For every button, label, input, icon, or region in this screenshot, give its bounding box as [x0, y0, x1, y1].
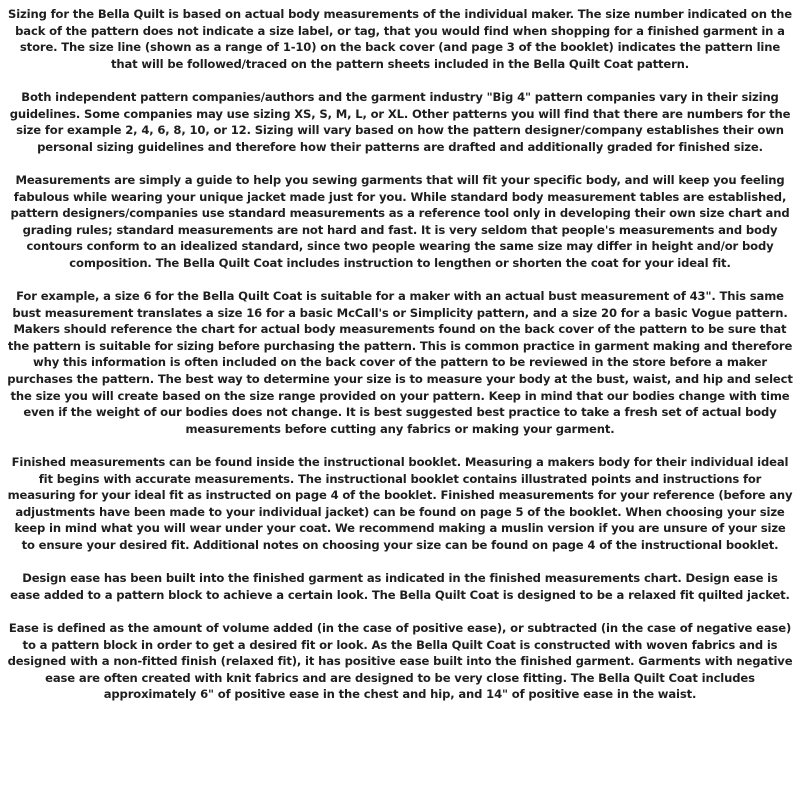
paragraph-design-ease: Design ease has been built into the finished garment as indicated in the finished measurements chart. Design ease is ease added to a pattern block to achieve a certain look. The Bella Quilt Coat is designed to be a relaxed fit quilted jacket. — [10, 571, 790, 602]
paragraph-sizing-basis: Sizing for the Bella Quilt is based on actual body measurements of the individual maker. The size number indicated on the back of the pattern does not indicate a size label, or tag, that you would find when shopping for a finished garment in a store. The size line (shown as a range of 1-10) on the back cover (and page 3 of the booklet) indicates the pattern line that will be followed/traced on the pattern sheets included in the Bella Quilt Coat pattern. — [8, 7, 792, 71]
paragraph-measurements-guide: Measurements are simply a guide to help you sewing garments that will fit your specific body, and will keep you feeling fabulous while wearing your unique jacket made just for you. While standard body measurement tables are established, pattern designers/companies use standard measurements as a reference tool only in developing their own size chart and grading rules; standard measurements are not hard and fast. It is very seldom that people's measurements and body contours conform to an idealized standard, since two people wearing the same size may differ in height and/or body composition. The Bella Quilt Coat includes instruction to lengthen or shorten the coat for your ideal fit. — [10, 172, 790, 270]
paragraph-size-example: For example, a size 6 for the Bella Quilt Coat is suitable for a maker with an actual bust measurement of 43". This same bust measurement translates a size 16 for a basic McCall's or Simplicity pattern, and a size 20 for a basic Vogue pattern. Makers should reference the chart for actual body measurements found on the back cover of the pattern to be sure that the pattern is suitable for sizing before purchasing the pattern. This is common practice in garment making and therefore why this information is often included on the back cover of the pattern to be reviewed in the store before a maker purchases the pattern. The best way to determine your size is to measure your body at the bust, waist, and hip and select the size you will create based on the size range provided on your pattern. Keep in mind that our bodies change with time even if the weight of our bodies does not change. It is best suggested best practice to take a fresh set of actual body measurements before cutting any fabrics or making your garment. — [7, 289, 793, 436]
paragraph-ease-definition: Ease is defined as the amount of volume added (in the case of positive ease), or subtracted (in the case of negative ease) to a pattern block in order to get a desired fit or look. As the Bella Quilt Coat is constructed with woven fabrics and is designed with a non-fitted finish (relaxed fit), it has positive ease built into the finished garment. Garments with negative ease are often created with knit fabrics and are designed to be very close fitting. The Bella Quilt Coat includes approximately 6" of positive ease in the chest and hip, and 14" of positive ease in the waist. — [7, 620, 793, 702]
paragraph-sizing-guidelines: Both independent pattern companies/authors and the garment industry "Big 4" pattern companies vary in their sizing guidelines. Some companies may use sizing XS, S, M, L, or XL. Other patterns you will find that there are numbers for the size for example 2, 4, 6, 8, 10, or 12. Sizing will vary based on how the pattern designer/company establishes their own personal sizing guidelines and therefore how their patterns are drafted and additionally graded for finished size. — [9, 89, 791, 154]
paragraph-finished-measurements: Finished measurements can be found inside the instructional booklet. Measuring a makers body for their individual ideal fit begins with accurate measurements. The instructional booklet contains illustrated points and instructions for measuring for your ideal fit as instructed on page 4 of the booklet. Finished measurements for your reference (before any adjustments have been made to your individual jacket) can be found on page 5 of the booklet. When choosing your size keep in mind what you will wear under your coat. We recommend making a muslin version if you are unsure of your size to ensure your desired fit. Additional notes on choosing your size can be found on page 4 of the instructional booklet. — [7, 455, 793, 552]
